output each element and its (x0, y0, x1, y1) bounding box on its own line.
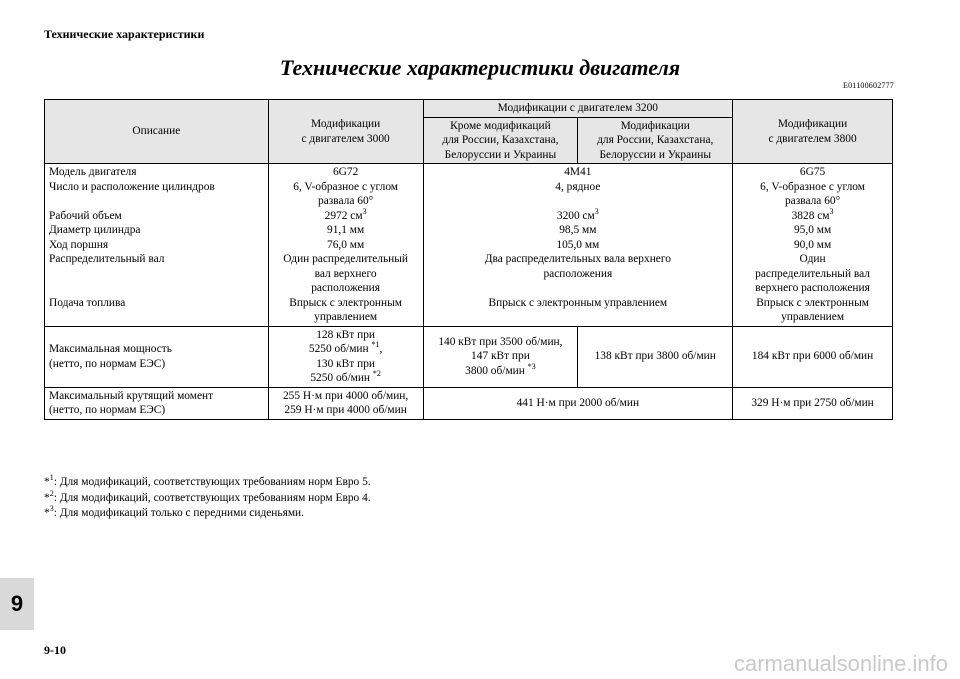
torque-3800-cell: 329 Н·м при 2750 об/мин (733, 387, 893, 419)
power-label-cell: Максимальная мощность (нетто, по нормам ЕЭС) (45, 326, 269, 387)
table-row-general (45, 164, 893, 327)
footnote-3: *$^3$: Для модификаций только с передними сиденьями. (44, 504, 304, 519)
power-3000-cell: 128 кВт при 5250 об/мин $^{*1}$, 130 кВт при 5250 об/мин $^{*2}$ (268, 326, 423, 387)
table-row-torque (45, 387, 893, 419)
table-header-row (45, 100, 893, 118)
page-title: Технические характеристики двигателя (279, 55, 681, 80)
table-row-power (45, 326, 893, 387)
footnote-2: *$^2$: Для модификаций, соответствующих требованиям норм Евро 4. (44, 488, 371, 504)
header-mod-3800: Модификации с двигателем 3800 (733, 100, 893, 164)
header-description: Описание (45, 100, 269, 164)
general-labels-cell: Модель двигателя Число и расположение цилиндров Рабочий объем Диаметр цилиндра Ход поршня Распределительный вал Подача топлива (45, 164, 269, 327)
footnote-1: *$^1$: Для модификаций, соответствующих требованиям норм Евро 5. (44, 473, 371, 488)
document-code: E01100602777 (843, 81, 894, 90)
header-mod-3200: Модификации с двигателем 3200 (423, 100, 733, 118)
page-number: 9-10 (44, 643, 66, 657)
general-3200-cell: 4M41 4, рядное 3200 $см^3$ 98,5 мм 105,0 мм Два распределительных вала верхнего расположения Впрыск с электронным управлением (423, 164, 733, 327)
power-3800-cell: 184 кВт при 6000 об/мин (733, 326, 893, 387)
power-3200-for-cell: 138 кВт при 3800 об/мин (578, 326, 733, 387)
footnotes (44, 475, 371, 522)
header-mod-3000: Модификации с двигателем 3000 (268, 100, 423, 164)
general-3000-cell: 6G72 6, V-образное с углом развала 60° 2972 $см^3$ 91,1 мм 76,0 мм Один распределительный вал верхнего расположения Впрыск с электронным управлением (268, 164, 423, 327)
power-3200-except-cell: 140 кВт при 3500 об/мин, 147 кВт при 3800 об/мин $^{*3}$ (423, 326, 578, 387)
watermark: carmanualsonline.info (733, 651, 948, 676)
header-mod-3200-except: Кроме модификаций для России, Казахстана, Белоруссии и Украины (423, 117, 578, 164)
running-header: Технические характеристики (44, 27, 205, 41)
header-mod-3200-for: Модификации для России, Казахстана, Белоруссии и Украины (578, 117, 733, 164)
chapter-tab: 9 (0, 578, 34, 630)
torque-3000-cell: 255 Н·м при 4000 об/мин, 259 Н·м при 4000 об/мин (268, 387, 423, 419)
torque-3200-cell: 441 Н·м при 2000 об/мин (423, 387, 733, 419)
general-3800-cell: 6G75 6, V-образное с углом развала 60° 3828 $см^3$ 95,0 мм 90,0 мм Один распределительный вал верхнего расположения Впрыск с электронным управлением (733, 164, 893, 327)
engine-spec-table (44, 99, 893, 420)
torque-label-cell: Максимальный крутящий момент (нетто, по нормам ЕЭС) (45, 387, 269, 419)
